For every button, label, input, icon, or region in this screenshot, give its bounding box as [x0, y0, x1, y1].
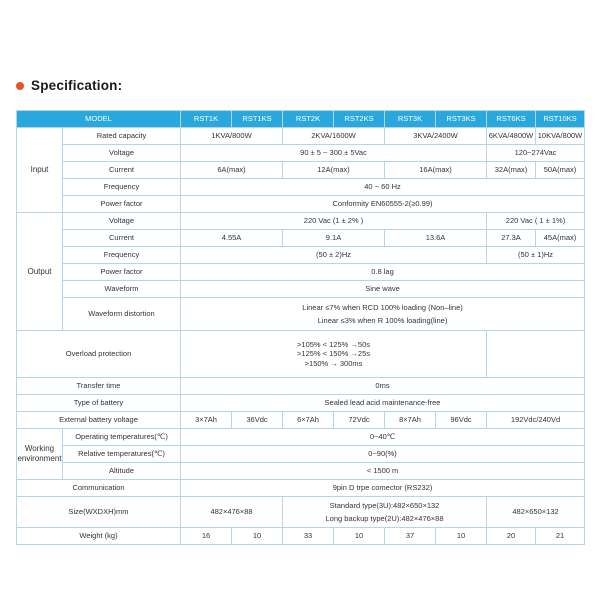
- row-label-input-current: Current: [63, 162, 181, 179]
- cell-operating-temperatures: 0~40℃: [181, 429, 585, 446]
- cell-input-current-1k: 6A(max): [181, 162, 283, 179]
- specification-table: [16, 110, 585, 545]
- row-label-waveform-distortion: Waveform distortion: [63, 298, 181, 331]
- cell-rated-capacity-1k: 1KVA/800W: [181, 128, 283, 145]
- cell-output-voltage-high: 220 Vac ( 1 ± 1%): [487, 213, 585, 230]
- cell-rated-capacity-6k: 6KVA/4800W: [487, 128, 536, 145]
- cell-altitude: < 1500 m: [181, 463, 585, 480]
- cell-extbatt-rst3ks: 96Vdc: [436, 412, 487, 429]
- row-label-operating-temperatures: Operating temperatures(℃): [63, 429, 181, 446]
- header-model-rst6ks: RST6KS: [487, 111, 536, 128]
- overload-line2: >125% < 150% →25s: [297, 349, 370, 359]
- overload-line3: >150% → 300ms: [304, 358, 363, 368]
- row-label-altitude: Altitude: [63, 463, 181, 480]
- section-label-output: Output: [17, 213, 63, 331]
- table-row: [17, 230, 585, 247]
- cell-overload-protection-blank: [487, 331, 585, 378]
- cell-input-frequency: 40 ~ 60 Hz: [181, 179, 585, 196]
- row-label-waveform: Waveform: [63, 281, 181, 298]
- table-row: [17, 497, 585, 528]
- cell-communication: 9pin D trpe comector (RS232): [181, 480, 585, 497]
- row-label-overload-protection: Overload protection: [17, 331, 181, 378]
- cell-weight-rst1ks: 10: [232, 528, 283, 545]
- cell-size-mid: [283, 497, 487, 528]
- header-model-rst10ks: RST10KS: [536, 111, 585, 128]
- header-model-rst1ks: RST1KS: [232, 111, 283, 128]
- cell-output-current-6k: 27.3A: [487, 230, 536, 247]
- cell-rated-capacity-3k: 3KVA/2400W: [385, 128, 487, 145]
- row-label-transfer-time: Transfer time: [17, 378, 181, 395]
- row-label-input-power-factor: Power factor: [63, 196, 181, 213]
- row-label-input-voltage: Voltage: [63, 145, 181, 162]
- cell-type-of-battery: Sealed lead acid maintenance-free: [181, 395, 585, 412]
- table-row: [17, 412, 585, 429]
- header-model-rst1k: RST1K: [181, 111, 232, 128]
- table-row: [17, 281, 585, 298]
- waveform-distortion-line2: Linear ≤3% when R 100% loading(line): [317, 316, 448, 325]
- row-label-external-battery-voltage: External battery voltage: [17, 412, 181, 429]
- table-row: [17, 446, 585, 463]
- cell-input-power-factor: Conformity EN60555-2(≥0.99): [181, 196, 585, 213]
- page-title-text: Specification:: [31, 78, 123, 93]
- cell-waveform-distortion: [181, 298, 585, 331]
- row-label-weight: Weight (kg): [17, 528, 181, 545]
- cell-input-voltage-high: 120~274Vac: [487, 145, 585, 162]
- table-row: [17, 196, 585, 213]
- table-row: [17, 213, 585, 230]
- cell-weight-rst6ks: 20: [487, 528, 536, 545]
- cell-rated-capacity-10k: 10KVA/800W: [536, 128, 585, 145]
- table-header-row: [17, 111, 585, 128]
- cell-waveform: Sine wave: [181, 281, 585, 298]
- table-row: [17, 378, 585, 395]
- row-label-output-frequency: Frequency: [63, 247, 181, 264]
- table-row: [17, 528, 585, 545]
- bullet-icon: [16, 82, 24, 90]
- row-label-output-power-factor: Power factor: [63, 264, 181, 281]
- cell-weight-rst3k: 37: [385, 528, 436, 545]
- overload-line1: >105% < 125% →50s: [297, 339, 370, 349]
- table-row: [17, 395, 585, 412]
- row-label-rated-capacity: Rated capacity: [63, 128, 181, 145]
- section-label-input: Input: [17, 128, 63, 213]
- table-row: [17, 298, 585, 331]
- header-model-rst2k: RST2K: [283, 111, 334, 128]
- size-mid-line2: Long backup type(2U):482×476×88: [325, 514, 444, 523]
- size-mid-line1: Standard type(3U):482×650×132: [329, 500, 440, 510]
- cell-extbatt-rst1k: 3×7Ah: [181, 412, 232, 429]
- row-label-input-frequency: Frequency: [63, 179, 181, 196]
- cell-extbatt-rst1ks: 36Vdc: [232, 412, 283, 429]
- cell-input-current-3k: 16A(max): [385, 162, 487, 179]
- table-row: [17, 463, 585, 480]
- table-row: [17, 264, 585, 281]
- cell-output-current-3k: 13.6A: [385, 230, 487, 247]
- cell-extbatt-rst2k: 6×7Ah: [283, 412, 334, 429]
- row-label-output-voltage: Voltage: [63, 213, 181, 230]
- table-row: [17, 162, 585, 179]
- row-label-type-of-battery: Type of battery: [17, 395, 181, 412]
- row-label-size: Size(WXDXH)mm: [17, 497, 181, 528]
- header-model: MODEL: [17, 111, 181, 128]
- cell-input-current-2k: 12A(max): [283, 162, 385, 179]
- cell-weight-rst1k: 16: [181, 528, 232, 545]
- cell-output-voltage-main: 220 Vac (1 ± 2% ): [181, 213, 487, 230]
- cell-output-current-1k: 4.55A: [181, 230, 283, 247]
- table-row: [17, 145, 585, 162]
- table-row: [17, 480, 585, 497]
- cell-relative-temperatures: 0~90(%): [181, 446, 585, 463]
- table-row: [17, 331, 585, 378]
- row-label-relative-temperatures: Relative temperatures(℃): [63, 446, 181, 463]
- cell-transfer-time: 0ms: [181, 378, 585, 395]
- header-model-rst3k: RST3K: [385, 111, 436, 128]
- cell-overload-protection: [181, 331, 487, 378]
- page-title: [16, 78, 122, 93]
- waveform-distortion-line1: Linear ≤7% when RCD 100% loading (Non–line): [302, 302, 463, 312]
- section-label-working-environment: Working environment: [17, 429, 63, 480]
- header-model-rst2ks: RST2KS: [334, 111, 385, 128]
- header-model-rst3ks: RST3KS: [436, 111, 487, 128]
- cell-output-frequency-high: (50 ± 1)Hz: [487, 247, 585, 264]
- cell-size-left: 482×476×88: [181, 497, 283, 528]
- cell-output-frequency-main: (50 ± 2)Hz: [181, 247, 487, 264]
- cell-output-current-10k: 45A(max): [536, 230, 585, 247]
- cell-weight-rst3ks: 10: [436, 528, 487, 545]
- table-row: [17, 429, 585, 446]
- cell-rated-capacity-2k: 2KVA/1600W: [283, 128, 385, 145]
- cell-extbatt-rst3k: 8×7Ah: [385, 412, 436, 429]
- cell-input-voltage-main: 90 ± 5 ~ 300 ± 5Vac: [181, 145, 487, 162]
- cell-extbatt-rst6ks-rst10ks: 192Vdc/240Vd: [487, 412, 585, 429]
- cell-size-right: 482×650×132: [487, 497, 585, 528]
- cell-output-current-2k: 9.1A: [283, 230, 385, 247]
- cell-weight-rst10ks: 21: [536, 528, 585, 545]
- table-row: [17, 179, 585, 196]
- cell-weight-rst2k: 33: [283, 528, 334, 545]
- row-label-communication: Communication: [17, 480, 181, 497]
- cell-output-power-factor: 0.8 lag: [181, 264, 585, 281]
- cell-input-current-10k: 50A(max): [536, 162, 585, 179]
- row-label-output-current: Current: [63, 230, 181, 247]
- table-row: [17, 247, 585, 264]
- cell-weight-rst2ks: 10: [334, 528, 385, 545]
- cell-input-current-6k: 32A(max): [487, 162, 536, 179]
- cell-extbatt-rst2ks: 72Vdc: [334, 412, 385, 429]
- table-row: [17, 128, 585, 145]
